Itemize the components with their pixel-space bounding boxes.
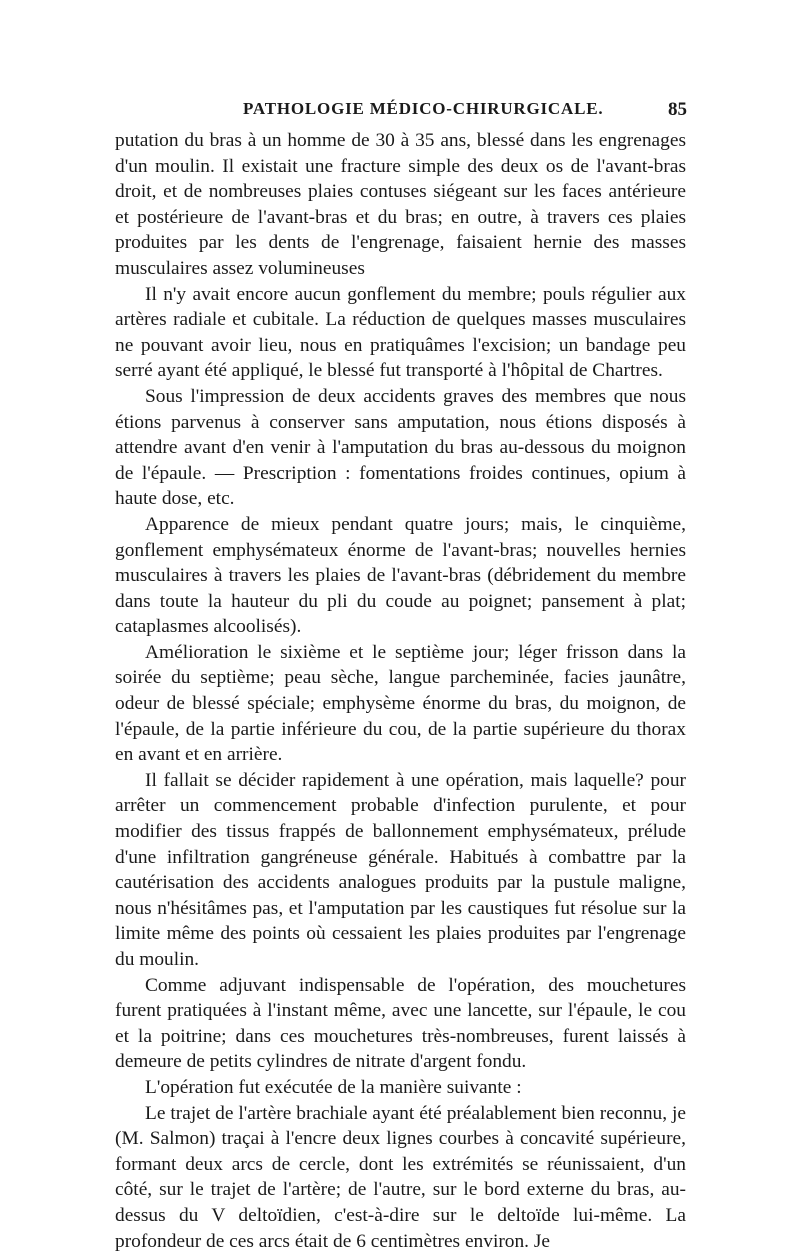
page-header xyxy=(115,99,687,125)
paragraph: Il n'y avait encore aucun gonflement du membre; pouls régulier aux artères radiale et cubitale. La réduction de quelques masses musculaires ne pouvant avoir lieu, nous en pratiquâmes l'excision; un bandage peu serré ayant été appliqué, le blessé fut transporté à l'hôpital de Chartres. xyxy=(115,283,686,382)
paragraph: Le trajet de l'artère brachiale ayant été préalablement bien reconnu, je (M. Salmon) traçai à l'encre deux lignes courbes à concavité supérieure, formant deux arcs de cercle, dont les extrémités se réunissaient, d'un côté, sur le trajet de l'artère; de l'autre, sur le bord externe du bras, au-dessus du V deltoïdien, c'est-à-dire sur le deltoïde lui-même. La profondeur de ces arcs était de 6 centimètres environ. Je xyxy=(115,1102,686,1252)
paragraph: L'opération fut exécutée de la manière suivante : xyxy=(145,1076,522,1098)
paragraph: Comme adjuvant indispensable de l'opération, des mouchetures furent pratiquées à l'instant même, avec une lancette, sur l'épaule, le cou et la poitrine; dans ces mouchetures très-nombreuses, furent laissés à demeure de petits cylindres de nitrate d'argent fondu. xyxy=(115,974,686,1073)
paragraph: Sous l'impression de deux accidents graves des membres que nous étions parvenus à conserver sans amputation, nous étions disposés à attendre avant d'en venir à l'amputation du bras au-dessous du moignon de l'épaule. — Prescription : fomentations froides continues, opium à haute dose, etc. xyxy=(115,385,686,510)
running-title: PATHOLOGIE MÉDICO-CHIRURGICALE. xyxy=(243,99,604,118)
paragraph-continued: putation du bras à un homme de 30 à 35 ans, blessé dans les engrenages d'un moulin. Il existait une fracture simple des deux os de l'avant-bras droit, et de nombreuses plaies contuses siégeant sur les faces antérieure et postérieure de l'avant-bras et du bras; en outre, à travers ces plaies produites par les dents de l'engrenage, faisaient hernie des masses musculaires assez volumineuses xyxy=(115,130,686,279)
page-number: 85 xyxy=(668,99,687,120)
body-text xyxy=(115,128,686,1254)
paragraph: Apparence de mieux pendant quatre jours; mais, le cinquième, gonflement emphysémateux énorme de l'avant-bras; nouvelles hernies musculaires à travers les plaies de l'avant-bras (débridement du membre dans toute la hauteur du pli du coude au poignet; pansement à plat; cataplasmes alcoolisés). xyxy=(115,513,686,638)
paragraph: Il fallait se décider rapidement à une opération, mais laquelle? pour arrêter un commencement probable d'infection purulente, et pour modifier des tissus frappés de ballonnement emphysémateux, prélude d'une infiltration gangréneuse générale. Habitués à combattre par la cautérisation des accidents analogues produits par la pustule maligne, nous n'hésitâmes pas, et l'amputation par les caustiques fut résolue sur la limite même des points où cessaient les plaies produites par l'engrenage du moulin. xyxy=(115,769,686,970)
paragraph: Amélioration le sixième et le septième jour; léger frisson dans la soirée du septième; peau sèche, langue parcheminée, facies jaunâtre, odeur de blessé spéciale; emphysème énorme du bras, du moignon, de l'épaule, de la partie inférieure du cou, de la partie supérieure du thorax en avant et en arrière. xyxy=(115,641,686,766)
